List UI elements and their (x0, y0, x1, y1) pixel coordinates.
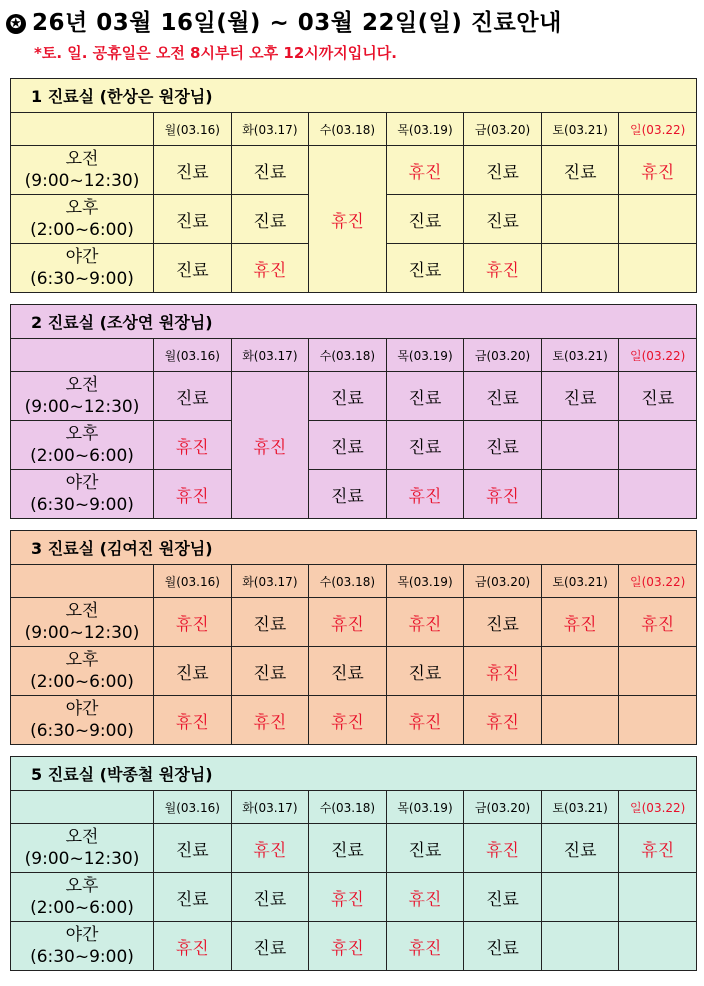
slot-label-evening: 야간 (6:30~9:00) (11, 696, 154, 745)
day-header: 금(03.20) (464, 565, 542, 598)
slot-label-evening: 야간 (6:30~9:00) (11, 244, 154, 293)
day-header-sunday: 일(03.22) (619, 113, 697, 146)
day-header: 토(03.21) (541, 791, 619, 824)
day-header: 월(03.16) (154, 113, 232, 146)
day-header: 수(03.18) (309, 791, 387, 824)
status-cell: 진료 (309, 647, 387, 696)
status-cell: 진료 (464, 421, 542, 470)
status-cell: 진료 (309, 470, 387, 519)
status-cell: 휴진 (309, 922, 387, 971)
status-cell: 진료 (309, 824, 387, 873)
status-cell: 진료 (541, 824, 619, 873)
day-header: 수(03.18) (309, 113, 387, 146)
slot-label-morning: 오전 (9:00~12:30) (11, 824, 154, 873)
weekend-notice: *토. 일. 공휴일은 오전 8시부터 오후 12시까지입니다. (34, 44, 397, 62)
status-cell: 휴진 (386, 146, 464, 195)
status-cell: 휴진 (231, 696, 309, 745)
page-title-text: 26년 03월 16일(월) ~ 03월 22일(일) 진료안내 (32, 10, 562, 36)
status-cell: 진료 (231, 647, 309, 696)
slot-label-evening: 야간 (6:30~9:00) (11, 922, 154, 971)
status-cell: 진료 (154, 244, 232, 293)
room-1-schedule (10, 78, 696, 293)
status-cell-empty (541, 696, 619, 745)
corner-cell (11, 791, 154, 824)
slot-label-afternoon: 오후 (2:00~6:00) (11, 647, 154, 696)
day-header: 화(03.17) (231, 113, 309, 146)
day-header: 토(03.21) (541, 565, 619, 598)
status-cell: 진료 (231, 922, 309, 971)
status-cell: 진료 (154, 873, 232, 922)
status-cell: 휴진 (309, 873, 387, 922)
room-3-schedule (10, 530, 696, 745)
status-cell: 휴진 (386, 696, 464, 745)
status-cell: 진료 (309, 372, 387, 421)
status-cell: 진료 (464, 372, 542, 421)
day-header: 금(03.20) (464, 339, 542, 372)
status-cell: 진료 (154, 647, 232, 696)
status-cell: 휴진 (309, 598, 387, 647)
corner-cell (11, 565, 154, 598)
day-header-sunday: 일(03.22) (619, 565, 697, 598)
corner-cell (11, 113, 154, 146)
status-cell-empty (619, 696, 697, 745)
status-cell: 진료 (386, 824, 464, 873)
status-cell: 휴진 (154, 421, 232, 470)
status-cell-empty (619, 873, 697, 922)
day-header: 화(03.17) (231, 565, 309, 598)
status-cell-empty (541, 195, 619, 244)
day-header: 금(03.20) (464, 113, 542, 146)
status-cell: 진료 (154, 195, 232, 244)
status-cell-empty (541, 873, 619, 922)
day-header: 화(03.17) (231, 339, 309, 372)
status-cell: 진료 (154, 372, 232, 421)
status-cell: 휴진 (154, 696, 232, 745)
status-cell: 휴진 (309, 696, 387, 745)
status-cell: 진료 (386, 372, 464, 421)
slot-label-afternoon: 오후 (2:00~6:00) (11, 195, 154, 244)
status-cell: 진료 (386, 647, 464, 696)
day-header: 월(03.16) (154, 565, 232, 598)
slot-label-morning: 오전 (9:00~12:30) (11, 372, 154, 421)
day-header-sunday: 일(03.22) (619, 339, 697, 372)
status-cell: 휴진 (231, 824, 309, 873)
status-cell: 휴진 (154, 598, 232, 647)
room-2-schedule (10, 304, 696, 519)
status-cell: 진료 (619, 372, 697, 421)
status-cell: 진료 (386, 421, 464, 470)
room-title: 1 진료실 (한상은 원장님) (11, 79, 697, 113)
corner-cell (11, 339, 154, 372)
status-cell: 진료 (541, 372, 619, 421)
status-cell: 진료 (386, 244, 464, 293)
status-cell: 휴진 (619, 824, 697, 873)
day-header: 월(03.16) (154, 791, 232, 824)
status-cell-empty (541, 922, 619, 971)
status-cell-empty (619, 195, 697, 244)
status-cell: 휴진 (154, 470, 232, 519)
day-header: 토(03.21) (541, 113, 619, 146)
status-cell: 휴진 (464, 824, 542, 873)
slot-label-afternoon: 오후 (2:00~6:00) (11, 873, 154, 922)
day-header: 화(03.17) (231, 791, 309, 824)
day-header: 월(03.16) (154, 339, 232, 372)
status-cell: 휴진 (386, 598, 464, 647)
status-cell: 휴진 (154, 922, 232, 971)
status-cell-empty (619, 470, 697, 519)
status-cell-empty (541, 470, 619, 519)
day-header: 금(03.20) (464, 791, 542, 824)
status-cell: 진료 (464, 598, 542, 647)
status-cell: 진료 (231, 195, 309, 244)
status-cell: 진료 (464, 873, 542, 922)
day-header-sunday: 일(03.22) (619, 791, 697, 824)
status-cell: 진료 (154, 146, 232, 195)
status-cell: 진료 (231, 873, 309, 922)
status-cell-empty (619, 647, 697, 696)
status-cell: 휴진 (386, 470, 464, 519)
slot-label-evening: 야간 (6:30~9:00) (11, 470, 154, 519)
status-cell: 진료 (464, 146, 542, 195)
status-cell: 휴진 (464, 470, 542, 519)
status-cell: 휴진 (231, 244, 309, 293)
status-cell-empty (541, 421, 619, 470)
status-cell: 진료 (464, 195, 542, 244)
status-cell: 진료 (541, 146, 619, 195)
status-cell-empty (541, 244, 619, 293)
status-cell: 진료 (231, 598, 309, 647)
status-cell-empty (619, 922, 697, 971)
status-cell-merged: 휴진 (231, 372, 309, 519)
status-cell: 휴진 (619, 598, 697, 647)
status-cell: 진료 (386, 195, 464, 244)
room-title: 2 진료실 (조상연 원장님) (11, 305, 697, 339)
status-cell: 진료 (154, 824, 232, 873)
status-cell: 진료 (309, 421, 387, 470)
status-cell: 휴진 (464, 647, 542, 696)
slot-label-morning: 오전 (9:00~12:30) (11, 598, 154, 647)
day-header: 목(03.19) (386, 565, 464, 598)
day-header: 목(03.19) (386, 113, 464, 146)
status-cell-merged: 휴진 (309, 146, 387, 293)
day-header: 목(03.19) (386, 791, 464, 824)
day-header: 수(03.18) (309, 339, 387, 372)
status-cell: 휴진 (464, 244, 542, 293)
star-icon: ✪ (6, 14, 26, 34)
day-header: 토(03.21) (541, 339, 619, 372)
status-cell-empty (619, 421, 697, 470)
room-title: 3 진료실 (김여진 원장님) (11, 531, 697, 565)
status-cell: 진료 (231, 146, 309, 195)
room-title: 5 진료실 (박종철 원장님) (11, 757, 697, 791)
page-title (6, 4, 562, 36)
status-cell-empty (619, 244, 697, 293)
status-cell: 휴진 (464, 696, 542, 745)
slot-label-afternoon: 오후 (2:00~6:00) (11, 421, 154, 470)
slot-label-morning: 오전 (9:00~12:30) (11, 146, 154, 195)
status-cell: 휴진 (619, 146, 697, 195)
status-cell: 휴진 (386, 922, 464, 971)
day-header: 목(03.19) (386, 339, 464, 372)
status-cell: 휴진 (541, 598, 619, 647)
status-cell: 진료 (464, 922, 542, 971)
room-5-schedule (10, 756, 696, 971)
status-cell: 휴진 (386, 873, 464, 922)
day-header: 수(03.18) (309, 565, 387, 598)
status-cell-empty (541, 647, 619, 696)
